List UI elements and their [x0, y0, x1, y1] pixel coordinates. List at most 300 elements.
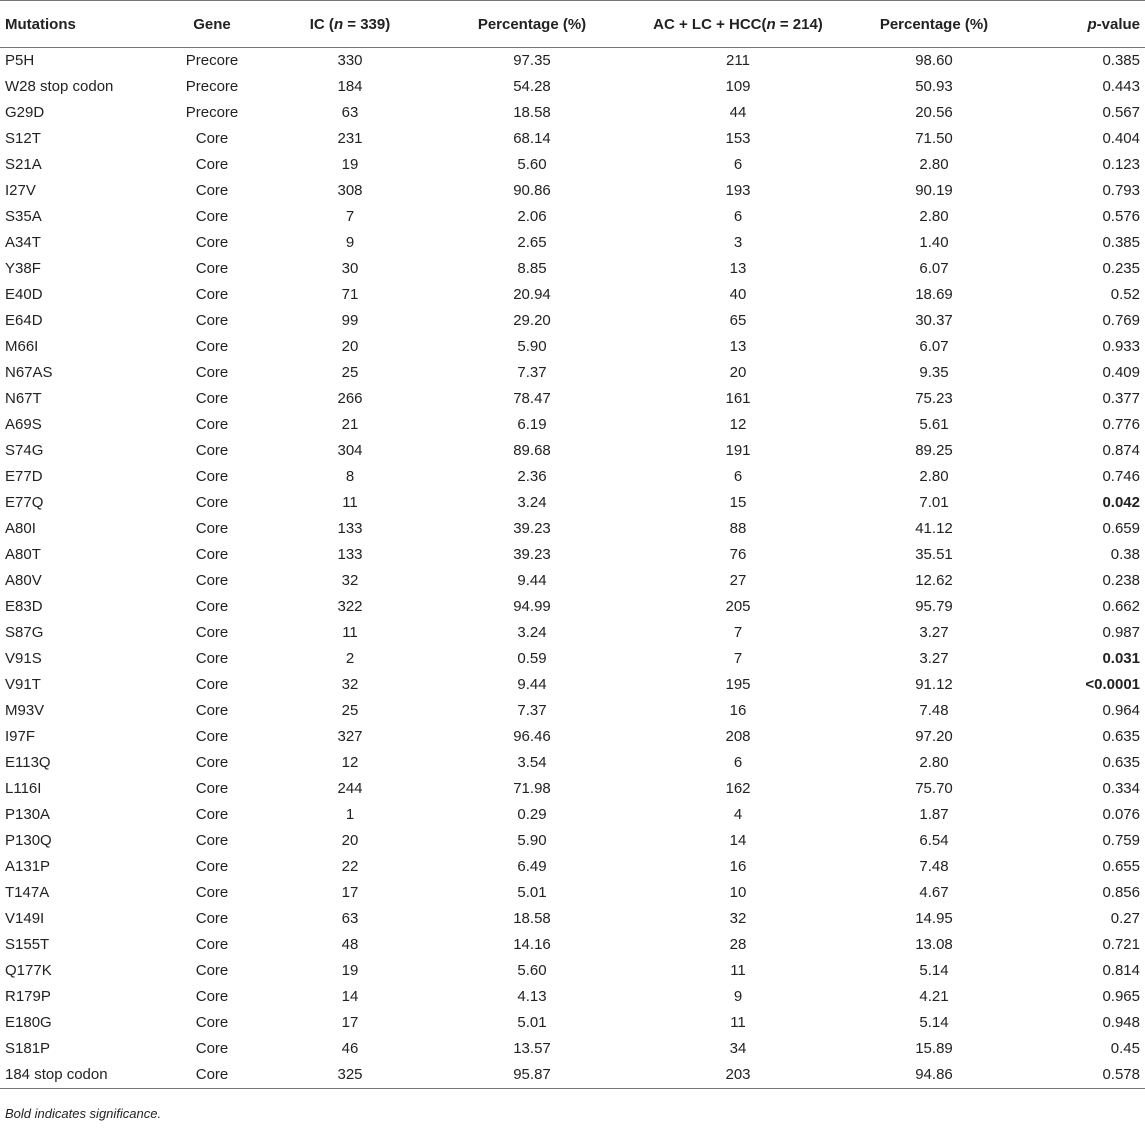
cell-gene: Core: [195, 182, 229, 199]
cell-ic-count: 12: [341, 754, 359, 771]
cell-group2-percentage: 6.07: [919, 338, 949, 355]
cell-group2-percentage: 90.19: [915, 182, 953, 199]
cell-mutation: A131P: [5, 858, 51, 875]
cell-ic-percentage: 5.60: [517, 156, 547, 173]
cell-ic-percentage: 97.35: [513, 52, 551, 70]
cell-group2-count: 191: [725, 442, 751, 459]
cell-group2-percentage: 7.48: [919, 702, 949, 719]
cell-group2-percentage: 6.54: [919, 832, 949, 849]
cell-pvalue: 0.042: [1102, 494, 1140, 511]
cell-gene: Core: [195, 598, 229, 615]
table-row: [0, 256, 1145, 282]
table-row: [0, 594, 1145, 620]
cell-pvalue: 0.27: [1110, 910, 1140, 927]
cell-ic-percentage: 18.58: [513, 104, 551, 121]
table-row: [0, 958, 1145, 984]
cell-mutation: R179P: [5, 988, 51, 1005]
cell-ic-percentage: 2.06: [517, 208, 547, 225]
cell-group2-count: 11: [730, 962, 746, 979]
table-row: [0, 334, 1145, 360]
cell-group2-count: 205: [725, 598, 751, 615]
cell-group2-percentage: 1.40: [919, 234, 949, 251]
cell-mutation: A80I: [5, 520, 36, 537]
cell-gene: Core: [195, 858, 229, 875]
table-row: [0, 48, 1145, 74]
table-row: [0, 126, 1145, 152]
cell-ic-count: 99: [341, 312, 359, 329]
cell-group2-count: 203: [628, 1062, 848, 1089]
cell-ic-count: 1: [345, 806, 355, 823]
table-row: [0, 620, 1145, 646]
cell-pvalue: 0.576: [1102, 208, 1140, 225]
cell-group2-count: 193: [725, 182, 751, 199]
header-percentage-group2: Percentage (%): [848, 1, 1020, 48]
cell-pvalue: <0.0001: [1085, 676, 1140, 693]
header-pvalue-suffix: -value: [1096, 15, 1140, 33]
header-pvalue-p: p: [1087, 15, 1097, 33]
cell-ic-percentage: 0.59: [517, 650, 547, 667]
cell-group2-percentage: 2.80: [919, 468, 949, 485]
cell-group2-count: 13: [729, 260, 747, 277]
cell-group2-percentage: 30.37: [915, 312, 953, 329]
cell-mutation: E77Q: [5, 494, 44, 511]
cell-ic-count: 308: [337, 182, 363, 199]
cell-ic-percentage: 9.44: [517, 572, 547, 589]
cell-ic-percentage: 5.60: [517, 962, 547, 979]
table-row: [0, 386, 1145, 412]
cell-mutation: G29D: [5, 104, 45, 121]
cell-gene: Core: [195, 494, 229, 511]
table-row: [0, 568, 1145, 594]
cell-gene: Core: [195, 234, 229, 251]
table-row: [0, 802, 1145, 828]
cell-ic-count: 304: [337, 442, 363, 459]
cell-mutation: V91S: [5, 650, 42, 667]
cell-pvalue: 0.793: [1102, 182, 1140, 199]
cell-ic-percentage: 71.98: [513, 780, 551, 797]
table-row: [0, 1062, 1145, 1089]
cell-mutation: E40D: [5, 286, 43, 303]
cell-ic-count: 30: [341, 260, 359, 277]
cell-group2-count: 20: [729, 364, 747, 381]
cell-pvalue: 0.404: [1102, 130, 1140, 147]
cell-group2-count: 76: [729, 546, 747, 563]
header-group2: [628, 1, 848, 48]
cell-pvalue: 0.567: [1102, 104, 1140, 121]
cell-group2-count: 109: [725, 78, 751, 95]
cell-pvalue: 0.385: [1102, 234, 1140, 251]
cell-pvalue: 0.655: [1102, 858, 1140, 875]
header-ic-n: n: [333, 15, 344, 33]
table-row: [0, 152, 1145, 178]
header-ic-suffix: = 339): [343, 15, 391, 33]
table-row: [0, 724, 1145, 750]
cell-group2-count: 195: [725, 676, 751, 693]
cell-ic-count: 14: [341, 988, 359, 1005]
table-row: [0, 906, 1145, 932]
cell-ic-count: 133: [337, 546, 363, 563]
cell-ic-percentage: 94.99: [513, 598, 551, 615]
cell-pvalue: 0.948: [1102, 1014, 1140, 1031]
cell-gene: Core: [195, 624, 229, 641]
cell-gene: Core: [195, 312, 229, 329]
cell-gene: Core: [195, 754, 229, 771]
cell-ic-percentage: 90.86: [513, 182, 551, 199]
header-group2-suffix: = 214): [775, 15, 823, 33]
cell-pvalue: 0.377: [1102, 390, 1140, 407]
cell-ic-count: 48: [341, 936, 359, 953]
cell-group2-count: 6: [733, 754, 743, 771]
cell-gene: Core: [195, 260, 229, 277]
cell-gene: Core: [195, 962, 229, 979]
table-row: [0, 100, 1145, 126]
table-row: [0, 178, 1145, 204]
cell-group2-percentage: 6.07: [919, 260, 949, 277]
cell-ic-percentage: 89.68: [513, 442, 551, 459]
cell-ic-count: 19: [341, 962, 359, 979]
cell-group2-percentage: 9.35: [919, 364, 949, 381]
cell-mutation: M93V: [5, 702, 45, 719]
cell-ic-percentage: 54.28: [513, 78, 551, 95]
cell-pvalue: 0.659: [1102, 520, 1140, 537]
cell-pvalue: 0.334: [1102, 780, 1140, 797]
cell-gene: Core: [195, 806, 229, 823]
cell-pvalue: 0.235: [1102, 260, 1140, 277]
cell-ic-percentage: 13.57: [513, 1040, 551, 1057]
table-row: [0, 204, 1145, 230]
cell-gene: Core: [195, 130, 229, 147]
cell-group2-percentage: 15.89: [915, 1040, 953, 1057]
cell-mutation: S181P: [5, 1040, 51, 1057]
cell-mutation: V91T: [5, 676, 41, 693]
cell-pvalue: 0.443: [1102, 78, 1140, 95]
cell-group2-percentage: 12.62: [915, 572, 953, 589]
table-row: [0, 828, 1145, 854]
cell-ic-percentage: 3.54: [517, 754, 547, 771]
cell-group2-count: 7: [733, 650, 743, 667]
cell-gene: Core: [195, 338, 229, 355]
cell-ic-count: 32: [341, 676, 359, 693]
cell-ic-percentage: 20.94: [513, 286, 551, 303]
cell-ic-percentage: 96.46: [513, 728, 551, 745]
cell-group2-percentage: 7.48: [919, 858, 949, 875]
cell-ic-percentage: 14.16: [513, 936, 551, 953]
cell-ic-percentage: 4.13: [517, 988, 547, 1005]
cell-pvalue: 0.856: [1102, 884, 1140, 901]
table-row: [0, 646, 1145, 672]
cell-group2-percentage: 94.86: [848, 1062, 1020, 1089]
cell-ic-percentage: 5.01: [517, 884, 547, 901]
table-row: [0, 74, 1145, 100]
cell-ic-percentage: 39.23: [513, 546, 551, 563]
cell-group2-percentage: 1.87: [919, 806, 949, 823]
cell-ic-count: 11: [342, 624, 358, 641]
cell-group2-percentage: 71.50: [915, 130, 953, 147]
cell-pvalue: 0.964: [1102, 702, 1140, 719]
cell-mutation: Y38F: [5, 260, 41, 277]
cell-pvalue: 0.759: [1102, 832, 1140, 849]
cell-group2-count: 162: [725, 780, 751, 797]
cell-mutation: E113Q: [5, 754, 51, 771]
cell-group2-count: 208: [725, 728, 751, 745]
cell-group2-count: 88: [729, 520, 747, 537]
cell-ic-percentage: 3.24: [517, 624, 547, 641]
cell-group2-percentage: 4.67: [919, 884, 949, 901]
cell-pvalue: 0.238: [1102, 572, 1140, 589]
cell-group2-count: 10: [729, 884, 747, 901]
cell-gene: Core: [195, 468, 229, 485]
cell-pvalue: 0.662: [1102, 598, 1140, 615]
cell-group2-count: 153: [725, 130, 751, 147]
cell-pvalue: 0.635: [1102, 754, 1140, 771]
cell-mutation: N67AS: [5, 364, 53, 381]
cell-mutation: A34T: [5, 234, 41, 251]
cell-group2-count: 7: [733, 624, 743, 641]
cell-group2-percentage: 95.79: [915, 598, 953, 615]
table-row: [0, 932, 1145, 958]
cell-mutation: S87G: [5, 624, 44, 641]
cell-ic-count: 21: [341, 416, 359, 433]
cell-pvalue: 0.769: [1102, 312, 1140, 329]
header-percentage-ic: Percentage (%): [436, 1, 628, 48]
cell-ic-percentage: 0.29: [517, 806, 547, 823]
cell-pvalue: 0.076: [1102, 806, 1140, 823]
table-row: [0, 1036, 1145, 1062]
cell-ic-count: 19: [341, 156, 359, 173]
cell-mutation: S21A: [5, 156, 42, 173]
cell-group2-count: 40: [729, 286, 747, 303]
cell-mutation: I97F: [5, 728, 36, 745]
cell-group2-count: 161: [725, 390, 751, 407]
cell-pvalue: 0.409: [1102, 364, 1140, 381]
cell-group2-percentage: 50.93: [915, 78, 953, 95]
cell-ic-percentage: 5.01: [517, 1014, 547, 1031]
cell-ic-count: 330: [337, 52, 363, 70]
cell-ic-count: 20: [341, 832, 359, 849]
cell-pvalue: 0.52: [1110, 286, 1140, 303]
cell-group2-percentage: 14.95: [915, 910, 953, 927]
cell-group2-percentage: 20.56: [915, 104, 953, 121]
cell-ic-count: 11: [342, 494, 358, 511]
table-row: [0, 672, 1145, 698]
cell-group2-count: 4: [733, 806, 743, 823]
header-mutations: Mutations: [0, 1, 160, 48]
cell-group2-percentage: 2.80: [919, 156, 949, 173]
cell-ic-percentage: 95.87: [436, 1062, 628, 1089]
cell-mutation: T147A: [5, 884, 50, 901]
cell-group2-count: 11: [730, 1014, 746, 1031]
cell-pvalue: 0.746: [1102, 468, 1140, 485]
cell-mutation: P130Q: [5, 832, 52, 849]
cell-ic-percentage: 29.20: [513, 312, 551, 329]
cell-ic-percentage: 68.14: [513, 130, 551, 147]
header-gene: Gene: [160, 1, 264, 48]
cell-gene: Core: [195, 1014, 229, 1031]
cell-gene: Core: [195, 442, 229, 459]
cell-gene: Core: [195, 728, 229, 745]
cell-ic-percentage: 2.65: [517, 234, 547, 251]
cell-gene: Precore: [185, 52, 239, 70]
cell-mutation: S155T: [5, 936, 50, 953]
cell-group2-count: 3: [733, 234, 743, 251]
cell-pvalue: 0.45: [1110, 1040, 1140, 1057]
table-row: [0, 438, 1145, 464]
cell-gene: Core: [160, 1062, 264, 1089]
cell-mutation: M66I: [5, 338, 39, 355]
cell-gene: Core: [195, 156, 229, 173]
cell-mutation: W28 stop codon: [5, 78, 114, 95]
cell-mutation: A69S: [5, 416, 42, 433]
cell-mutation: S74G: [5, 442, 44, 459]
table-row: [0, 698, 1145, 724]
cell-pvalue: 0.874: [1102, 442, 1140, 459]
cell-group2-percentage: 98.60: [915, 52, 953, 70]
cell-ic-percentage: 18.58: [513, 910, 551, 927]
cell-gene: Core: [195, 884, 229, 901]
cell-ic-count: 32: [341, 572, 359, 589]
cell-group2-count: 28: [729, 936, 747, 953]
cell-pvalue: 0.776: [1102, 416, 1140, 433]
header-pvalue: [1020, 1, 1145, 48]
cell-group2-percentage: 18.69: [915, 286, 953, 303]
cell-group2-percentage: 75.70: [915, 780, 953, 797]
cell-group2-percentage: 13.08: [915, 936, 953, 953]
table-body: [0, 48, 1145, 1089]
cell-group2-percentage: 97.20: [915, 728, 953, 745]
table-row: [0, 282, 1145, 308]
cell-group2-percentage: 2.80: [919, 754, 949, 771]
cell-group2-percentage: 5.61: [919, 416, 949, 433]
table-row: [0, 230, 1145, 256]
cell-gene: Core: [195, 832, 229, 849]
cell-ic-count: 8: [345, 468, 355, 485]
cell-group2-percentage: 4.21: [919, 988, 949, 1005]
cell-group2-count: 16: [729, 702, 747, 719]
table-row: [0, 776, 1145, 802]
cell-group2-count: 16: [729, 858, 747, 875]
header-ic: [264, 1, 436, 48]
cell-ic-count: 2: [345, 650, 355, 667]
cell-pvalue: 0.38: [1110, 546, 1140, 563]
cell-ic-count: 9: [345, 234, 355, 251]
cell-pvalue: 0.814: [1102, 962, 1140, 979]
cell-gene: Core: [195, 286, 229, 303]
cell-pvalue: 0.721: [1102, 936, 1140, 953]
cell-ic-count: 7: [345, 208, 355, 225]
cell-mutation: S12T: [5, 130, 41, 147]
cell-pvalue: 0.965: [1102, 988, 1140, 1005]
cell-ic-count: 325: [264, 1062, 436, 1089]
cell-group2-count: 6: [733, 156, 743, 173]
cell-gene: Core: [195, 416, 229, 433]
cell-group2-count: 9: [733, 988, 743, 1005]
cell-pvalue: 0.987: [1102, 624, 1140, 641]
cell-group2-percentage: 89.25: [915, 442, 953, 459]
cell-gene: Core: [195, 390, 229, 407]
cell-group2-percentage: 41.12: [915, 520, 953, 537]
cell-mutation: 184 stop codon: [0, 1062, 160, 1089]
cell-ic-percentage: 5.90: [517, 832, 547, 849]
table-row: [0, 464, 1145, 490]
cell-group2-percentage: 3.27: [919, 624, 949, 641]
cell-gene: Precore: [185, 104, 239, 121]
cell-gene: Precore: [185, 78, 239, 95]
cell-mutation: E64D: [5, 312, 43, 329]
cell-mutation: E180G: [5, 1014, 52, 1031]
cell-mutation: A80V: [5, 572, 42, 589]
header-ic-prefix: IC (: [309, 15, 334, 33]
table-row: [0, 516, 1145, 542]
cell-ic-count: 17: [341, 884, 359, 901]
cell-ic-percentage: 39.23: [513, 520, 551, 537]
cell-gene: Core: [195, 650, 229, 667]
table-row: [0, 750, 1145, 776]
cell-ic-count: 327: [337, 728, 363, 745]
cell-ic-percentage: 6.49: [517, 858, 547, 875]
cell-group2-count: 44: [729, 104, 747, 121]
cell-ic-count: 322: [337, 598, 363, 615]
cell-ic-count: 63: [341, 910, 359, 927]
table-row: [0, 490, 1145, 516]
cell-gene: Core: [195, 780, 229, 797]
cell-group2-percentage: 2.80: [919, 208, 949, 225]
cell-group2-count: 34: [729, 1040, 747, 1057]
header-group2-prefix: AC + LC + HCC(: [653, 15, 767, 33]
cell-ic-percentage: 7.37: [517, 364, 547, 381]
cell-ic-count: 266: [337, 390, 363, 407]
cell-gene: Core: [195, 520, 229, 537]
cell-group2-percentage: 35.51: [915, 546, 953, 563]
cell-group2-count: 27: [729, 572, 747, 589]
cell-group2-count: 15: [729, 494, 747, 511]
cell-ic-count: 231: [337, 130, 363, 147]
cell-pvalue: 0.578: [1020, 1062, 1145, 1089]
cell-ic-count: 244: [337, 780, 363, 797]
table-row: [0, 542, 1145, 568]
cell-ic-percentage: 78.47: [513, 390, 551, 407]
table-row: [0, 360, 1145, 386]
cell-ic-count: 46: [341, 1040, 359, 1057]
cell-group2-count: 6: [733, 468, 743, 485]
table-row: [0, 1010, 1145, 1036]
cell-gene: Core: [195, 910, 229, 927]
table-footnote: Bold indicates significance.: [5, 1106, 162, 1121]
cell-group2-count: 32: [729, 910, 747, 927]
cell-mutation: E83D: [5, 598, 43, 615]
cell-group2-percentage: 5.14: [919, 1014, 949, 1031]
cell-ic-percentage: 6.19: [517, 416, 547, 433]
cell-ic-count: 133: [337, 520, 363, 537]
cell-pvalue: 0.385: [1102, 52, 1140, 70]
cell-mutation: N67T: [5, 390, 42, 407]
cell-ic-count: 184: [337, 78, 363, 95]
cell-gene: Core: [195, 988, 229, 1005]
cell-ic-percentage: 8.85: [517, 260, 547, 277]
cell-ic-count: 17: [341, 1014, 359, 1031]
cell-gene: Core: [195, 208, 229, 225]
cell-mutation: E77D: [5, 468, 43, 485]
cell-gene: Core: [195, 572, 229, 589]
cell-ic-count: 25: [341, 702, 359, 719]
table-row: [0, 984, 1145, 1010]
cell-ic-percentage: 5.90: [517, 338, 547, 355]
cell-gene: Core: [195, 364, 229, 381]
table-row: [0, 412, 1145, 438]
cell-ic-count: 22: [341, 858, 359, 875]
cell-group2-percentage: 7.01: [919, 494, 949, 511]
cell-gene: Core: [195, 546, 229, 563]
cell-mutation: P5H: [5, 52, 35, 70]
